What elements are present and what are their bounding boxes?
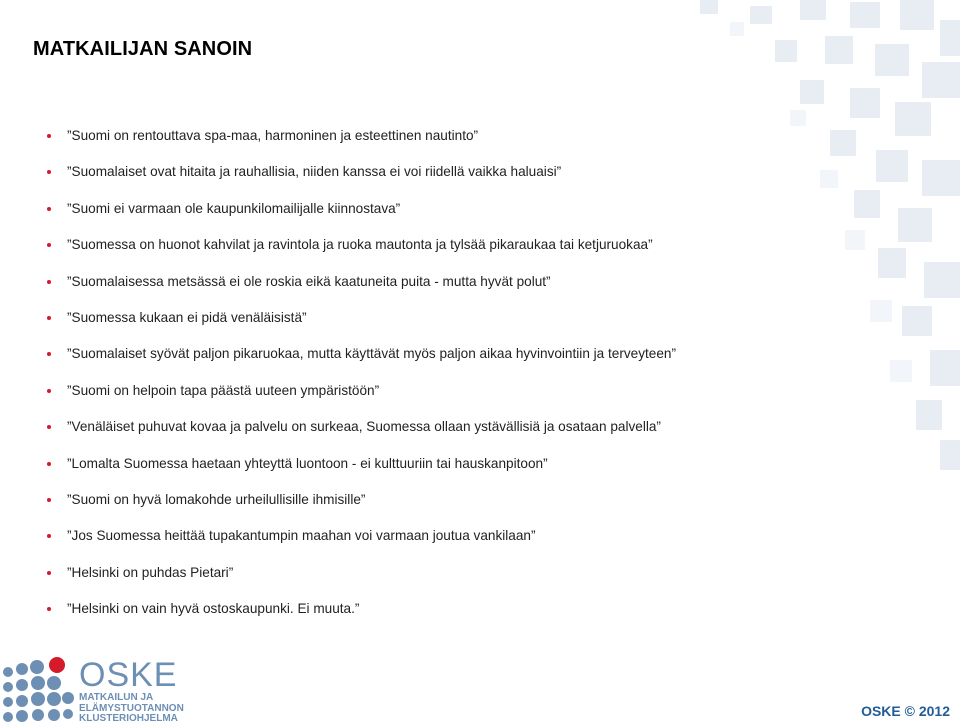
copyright-text: OSKE © 2012 [861, 703, 950, 719]
logo-subtitle-line: KLUSTERIOHJELMA [79, 713, 178, 724]
quote-text: ”Suomalaiset ovat hitaita ja rauhallisia, niiden kanssa ei voi riidellä vaikka haluaisi” [67, 164, 562, 180]
slide-title: MATKAILIJAN SANOIN [33, 38, 253, 60]
bullet-dot-icon [47, 170, 51, 174]
logo-subtitle-line: ELÄMYSTUOTANNON [79, 702, 184, 714]
bullet-dot-icon [47, 534, 51, 538]
bullet-dot-icon [47, 462, 51, 466]
bullet-dot-icon [47, 134, 51, 138]
quote-text: ”Suomi on hyvä lomakohde urheilullisille ihmisille” [67, 491, 366, 507]
bullet-dot-icon [47, 425, 51, 429]
bullet-dot-icon [47, 280, 51, 284]
logo-subtitle [79, 693, 184, 725]
quote-text: ”Suomessa on huonot kahvilat ja ravintola ja ruoka mautonta ja tylsää pikaraukaa tai ketjuruokaa” [67, 237, 653, 253]
quote-text: ”Lomalta Suomessa haetaan yhteyttä luontoon - ei kulttuuriin tai hauskanpitoon” [67, 455, 548, 471]
bullet-dot-icon [47, 389, 51, 393]
bullet-dot-icon [47, 571, 51, 575]
oske-logo [0, 656, 260, 725]
bullet-dot-icon [47, 607, 51, 611]
background-pattern [640, 0, 960, 520]
quote-text: ”Venäläiset puhuvat kovaa ja palvelu on surkeaa, Suomessa ollaan ystävällisiä ja osataan palvella” [67, 419, 661, 435]
quote-text: ”Suomalaisessa metsässä ei ole roskia eikä kaatuneita puita - mutta hyvät polut” [67, 273, 551, 289]
logo-wordmark: OSKE [79, 656, 178, 694]
quote-text: ”Helsinki on puhdas Pietari” [67, 564, 234, 580]
quote-text: ”Suomi on rentouttava spa-maa, harmoninen ja esteettinen nautinto” [67, 128, 479, 143]
bullet-dot-icon [47, 207, 51, 211]
bullet-dot-icon [47, 498, 51, 502]
oske-dots-icon [0, 656, 76, 725]
quote-text: ”Suomi ei varmaan ole kaupunkilomailijalle kiinnostava” [67, 200, 401, 216]
quote-text: ”Jos Suomessa heittää tupakantumpin maahan voi varmaan joutua vankilaan” [67, 528, 536, 544]
quote-text: ”Suomi on helpoin tapa päästä uuteen ympäristöön” [67, 382, 380, 398]
bullet-dot-icon [47, 352, 51, 356]
bullet-dot-icon [47, 316, 51, 320]
logo-subtitle-line: MATKAILUN JA [79, 692, 154, 703]
quote-text: ”Suomessa kukaan ei pidä venäläisistä” [67, 309, 307, 325]
bullet-dot-icon [47, 243, 51, 247]
quote-text: ”Suomalaiset syövät paljon pikaruokaa, mutta käyttävät myös paljon aikaa hyvinvointiin ja terveyteen” [67, 346, 677, 362]
quote-text: ”Helsinki on vain hyvä ostoskaupunki. Ei muuta.” [67, 601, 360, 617]
